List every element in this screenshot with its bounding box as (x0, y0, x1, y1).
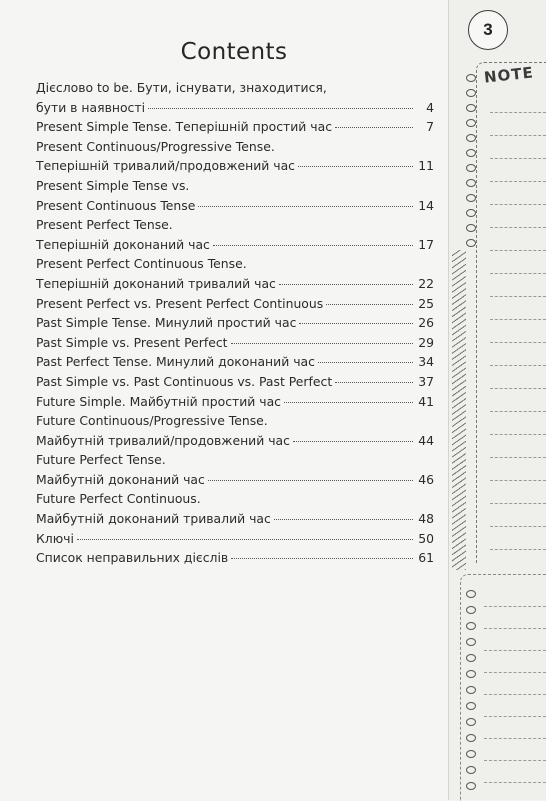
toc-entry (36, 372, 434, 392)
ruled-line (490, 204, 546, 205)
toc-page-number: 14 (418, 197, 434, 213)
dot-leader (231, 343, 413, 344)
binding-ring (466, 119, 476, 127)
binding-ring (466, 718, 476, 726)
binding-ring (466, 686, 476, 694)
ruled-line (490, 273, 546, 274)
toc-page-number: 37 (418, 373, 434, 389)
toc-entry-title-line: Дієслово to be. Бути, існувати, знаходитися, (36, 80, 327, 95)
toc-entry (36, 548, 434, 568)
binding-ring (466, 194, 476, 202)
toc-entry-title-line: Майбутній доконаний час (36, 471, 205, 487)
table-of-contents (36, 78, 434, 568)
toc-entry (36, 294, 434, 314)
toc-entry-title-line: Future Simple. Майбутній простий час (36, 393, 281, 409)
toc-page-number: 46 (418, 471, 434, 487)
dot-leader (231, 558, 413, 559)
dot-leader (293, 441, 413, 442)
ruled-line (490, 181, 546, 182)
page-number-badge: 3 (468, 10, 508, 50)
toc-entry (36, 176, 434, 215)
ruled-line (484, 628, 546, 629)
toc-entry (36, 333, 434, 353)
toc-entry-title-line: Ключі (36, 530, 74, 546)
toc-page-number: 29 (418, 334, 434, 350)
binding-ring (466, 209, 476, 217)
toc-page-number: 41 (418, 393, 434, 409)
binding-ring (466, 89, 476, 97)
binding-ring (466, 590, 476, 598)
toc-entry-title-line: Теперішній доконаний тривалий час (36, 275, 276, 291)
toc-entry-title-line: Present Perfect Continuous Tense. (36, 256, 247, 272)
ruled-line (490, 342, 546, 343)
binding-ring (466, 622, 476, 630)
dot-leader (299, 323, 413, 324)
toc-page-number: 22 (418, 275, 434, 291)
binding-ring (466, 670, 476, 678)
binding-ring (466, 104, 476, 112)
toc-entry (36, 313, 434, 333)
binding-ring (466, 149, 476, 157)
dot-leader (279, 284, 413, 285)
ruled-line (484, 650, 546, 651)
binding-ring (466, 606, 476, 614)
ruled-line (490, 457, 546, 458)
toc-entry-title-line: Past Perfect Tense. Минулий доконаний час (36, 354, 315, 370)
ruled-line (490, 296, 546, 297)
notes-card (476, 62, 546, 563)
toc-entry-title-line: Present Perfect vs. Present Perfect Continuous (36, 295, 324, 311)
toc-page-number: 48 (418, 511, 434, 527)
toc-page-number: 34 (418, 354, 434, 370)
notes-label: NOTE (483, 63, 535, 87)
toc-entry (36, 137, 434, 176)
ruled-line (484, 738, 546, 739)
ruled-line (490, 112, 546, 113)
toc-entry-title-line: Future Continuous/Progressive Tense. (36, 413, 268, 429)
ruled-line (490, 388, 546, 389)
binding-ring (466, 74, 476, 82)
toc-entry (36, 117, 434, 137)
toc-entry-title-line: Present Continuous/Progressive Tense. (36, 138, 275, 154)
toc-entry-title-line: Майбутній тривалий/продовжений час (36, 432, 290, 448)
dot-leader (335, 127, 413, 128)
toc-entry-title-line: Present Continuous Tense (36, 197, 196, 213)
toc-entry-title-line: Past Simple vs. Present Perfect (36, 334, 228, 350)
dot-leader (148, 108, 413, 109)
toc-page-number: 11 (418, 158, 434, 174)
toc-entry (36, 254, 434, 293)
binding-ring (466, 638, 476, 646)
toc-entry-title-line: Past Simple Tense. Минулий простий час (36, 315, 297, 331)
toc-entry-title-line: Future Perfect Tense. (36, 452, 166, 468)
ruled-line (484, 760, 546, 761)
toc-page-number: 17 (418, 236, 434, 252)
ruled-line (490, 250, 546, 251)
toc-page-number: 4 (426, 99, 434, 115)
dot-leader (284, 402, 413, 403)
toc-entry (36, 392, 434, 412)
dot-leader (318, 362, 413, 363)
ruled-line (484, 782, 546, 783)
ruled-line (490, 526, 546, 527)
toc-entry (36, 411, 434, 450)
dot-leader (77, 539, 413, 540)
ruled-line (490, 549, 546, 550)
toc-page-number: 44 (418, 432, 434, 448)
ruled-line (490, 135, 546, 136)
binding-ring (466, 164, 476, 172)
toc-entry-title-line: Present Simple Tense. Теперішній простий час (36, 119, 333, 135)
ruled-line (484, 694, 546, 695)
binding-ring (466, 782, 476, 790)
toc-entry-title-line: Теперішній тривалий/продовжений час (36, 158, 295, 174)
binding-ring (466, 224, 476, 232)
toc-entry-title-line: Список неправильних дієслів (36, 550, 229, 566)
toc-entry-title-line: Теперішній доконаний час (36, 236, 210, 252)
toc-entry-title-line: Present Simple Tense vs. (36, 177, 190, 193)
toc-page-number: 25 (418, 295, 434, 311)
dot-leader (326, 304, 413, 305)
toc-entry-title-line: Past Simple vs. Past Continuous vs. Past Perfect (36, 373, 333, 389)
ruled-line (484, 672, 546, 673)
ruled-line (490, 480, 546, 481)
binding-ring (466, 734, 476, 742)
dot-leader (335, 382, 413, 383)
ruled-line (490, 365, 546, 366)
toc-entry (36, 215, 434, 254)
ruled-line (490, 158, 546, 159)
toc-entry (36, 352, 434, 372)
spiral-binding (452, 250, 466, 570)
ruled-line (490, 319, 546, 320)
dot-leader (298, 166, 413, 167)
binding-ring (466, 239, 476, 247)
ruled-line (490, 434, 546, 435)
toc-page-number: 26 (418, 315, 434, 331)
binding-ring (466, 654, 476, 662)
toc-entry-title-line: бути в наявності (36, 99, 146, 115)
page-title: Contents (180, 39, 288, 66)
toc-entry (36, 450, 434, 489)
toc-page-number: 61 (418, 550, 434, 566)
dot-leader (274, 519, 413, 520)
binding-ring (466, 702, 476, 710)
toc-entry (36, 78, 434, 117)
binding-ring (466, 750, 476, 758)
ruled-line (490, 227, 546, 228)
toc-page-number: 7 (426, 119, 434, 135)
dot-leader (213, 245, 413, 246)
toc-entry (36, 489, 434, 528)
binding-ring (466, 179, 476, 187)
ruled-line (484, 606, 546, 607)
ruled-line (484, 716, 546, 717)
toc-page-number: 50 (418, 530, 434, 546)
ruled-line (490, 411, 546, 412)
binding-ring (466, 134, 476, 142)
binding-ring (466, 766, 476, 774)
toc-entry-title-line: Future Perfect Continuous. (36, 491, 201, 507)
toc-entry (36, 529, 434, 549)
toc-entry-title-line: Present Perfect Tense. (36, 217, 173, 233)
dot-leader (208, 480, 413, 481)
toc-entry-title-line: Майбутній доконаний тривалий час (36, 511, 271, 527)
dot-leader (198, 206, 413, 207)
ruled-line (490, 503, 546, 504)
